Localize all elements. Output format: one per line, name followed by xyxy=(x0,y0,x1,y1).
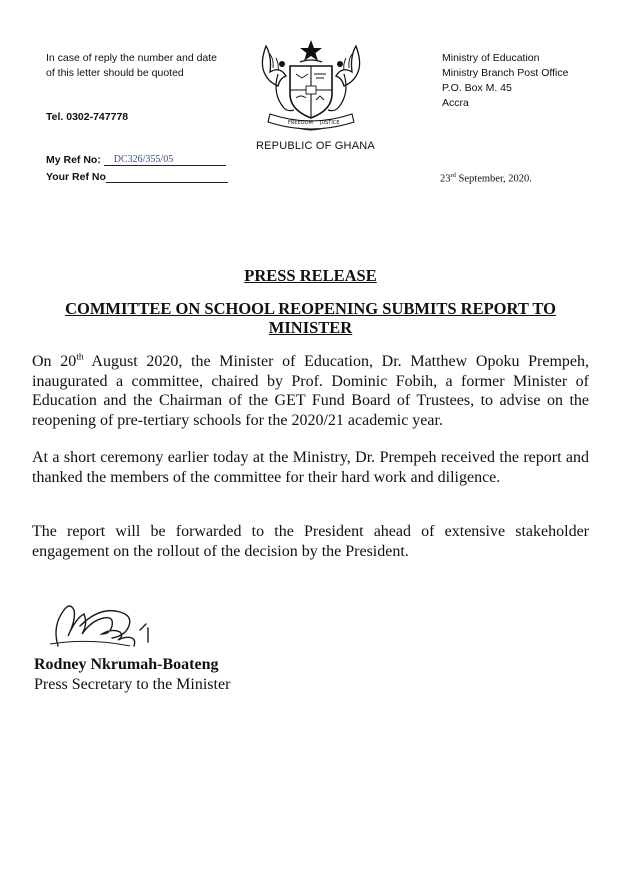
handwritten-signature xyxy=(40,596,170,658)
address-line-3: P.O. Box M. 45 xyxy=(442,82,512,94)
p1-start: On 20 xyxy=(32,353,77,370)
motto-justice: JUSTICE xyxy=(320,120,340,126)
telephone-number: Tel. 0302-747778 xyxy=(46,111,129,123)
body-paragraph-2: At a short ceremony earlier today at the Ministry, Dr. Prempeh received the report and thanked the members of the committee for their hard work and diligence. xyxy=(32,449,589,486)
date-rest: September, 2020. xyxy=(455,173,532,185)
signatory-name: Rodney Nkrumah-Boateng xyxy=(34,656,219,673)
date-day: 23 xyxy=(440,173,451,185)
motto-freedom: FREEDOM xyxy=(288,120,313,126)
body-paragraph-1 xyxy=(32,352,589,430)
coat-of-arms-emblem xyxy=(248,34,374,134)
your-ref-row xyxy=(46,170,228,183)
date-suffix: rd xyxy=(450,172,456,179)
republic-of-ghana-label: REPUBLIC OF GHANA xyxy=(256,140,375,152)
my-ref-label: My Ref No: xyxy=(46,154,101,166)
my-ref-field xyxy=(104,153,226,166)
p1-rest: August 2020, the Minister of Education, Dr. Matthew Opoku Prempeh, inaugurated a committee, chaired by Prof. Dominic Fobih, a former Minister of Education and the Chairman of the GET Fund Board of Trustees, to advise on the reopening of pre-tertiary schools for the 2020/21 academic year. xyxy=(32,353,589,429)
my-ref-row xyxy=(46,153,226,166)
reply-instruction: In case of reply the number and date of this letter should be quoted xyxy=(46,52,218,79)
your-ref-label: Your Ref No xyxy=(46,171,106,183)
p1-sup: th xyxy=(76,352,84,363)
address-line-1: Ministry of Education xyxy=(442,52,540,64)
address-line-4: Accra xyxy=(442,97,469,109)
signatory-title: Press Secretary to the Minister xyxy=(34,676,231,693)
press-release-title: PRESS RELEASE xyxy=(244,266,377,285)
your-ref-field xyxy=(106,170,228,183)
address-line-2: Ministry Branch Post Office xyxy=(442,67,569,79)
release-headline: COMMITTEE ON SCHOOL REOPENING SUBMITS REPORT TO MINISTER xyxy=(65,299,556,337)
ministry-address xyxy=(442,51,617,111)
my-ref-value: DC326/355/05 xyxy=(113,154,174,165)
body-paragraph-3: The report will be forwarded to the President ahead of extensive stakeholder engagement on the rollout of the decision by the President. xyxy=(32,523,589,560)
release-date xyxy=(440,172,532,185)
